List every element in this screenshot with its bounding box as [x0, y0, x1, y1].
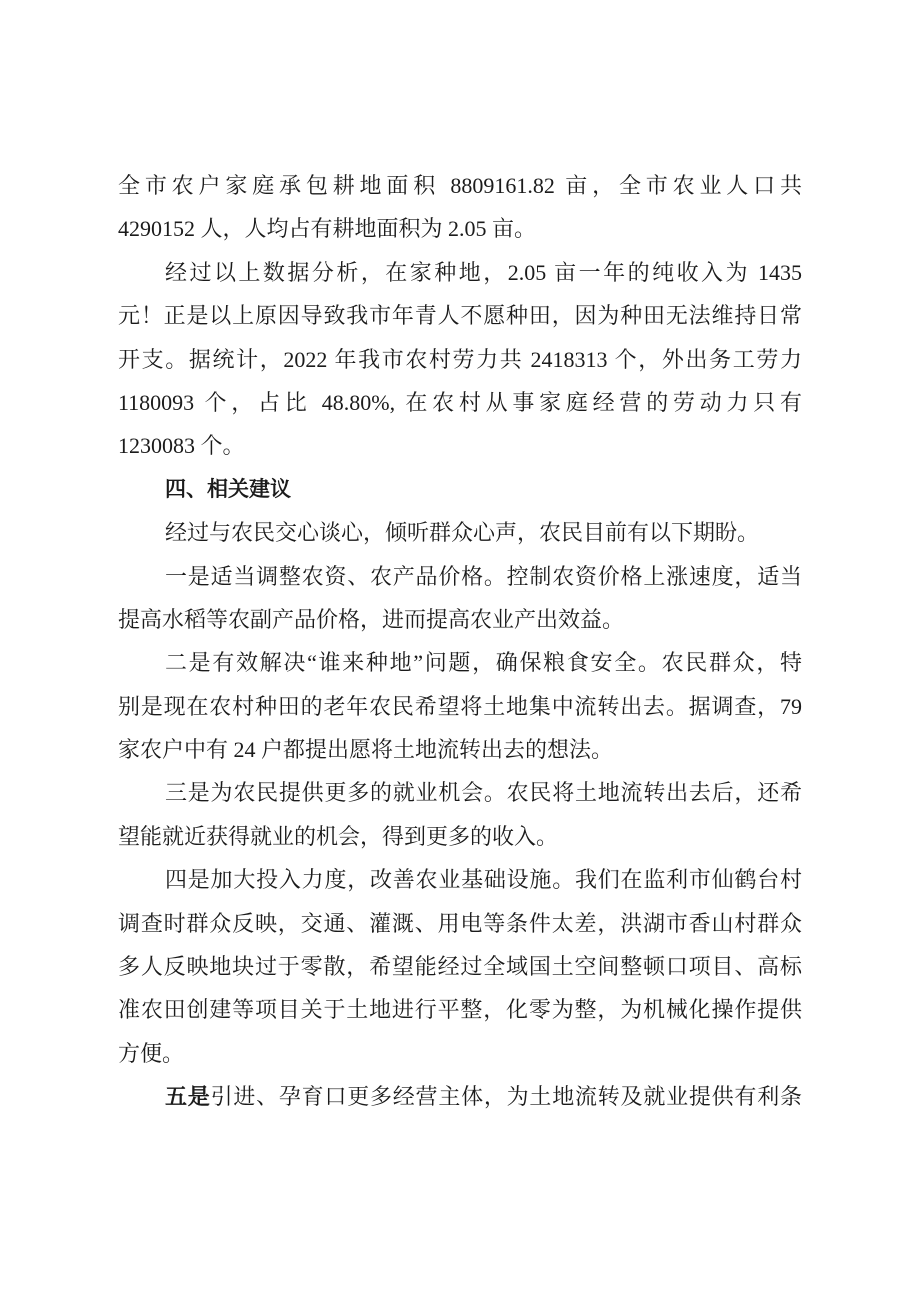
text-line: 全市农户家庭承包耕地面积 8809161.82 亩，全市农业人口共 — [118, 173, 802, 198]
paragraph-suggestion-3 — [118, 771, 802, 858]
text-line: 家农户中有 24 户都提出愿将土地流转出去的想法。 — [118, 737, 614, 763]
text-line: 方便。 — [118, 1040, 185, 1066]
paragraph-suggestion-1 — [118, 555, 802, 642]
section-heading: 四、相关建议 — [165, 476, 291, 501]
text-line: 望能就近获得就业的机会，得到更多的收入。 — [118, 823, 559, 849]
suggestion-text: 引进、孕育口更多经营主体，为土地流转及就业提供有利条 — [210, 1084, 802, 1110]
paragraph-farmland-statistics — [118, 164, 802, 251]
text-line: 1230083 个。 — [118, 433, 245, 459]
text-line: 1180093 个，占比 48.80%, 在农村从事家庭经营的劳动力只有 — [118, 389, 802, 415]
paragraph-suggestion-4 — [118, 858, 802, 1075]
text-line: 提高水稻等农副产品价格，进而提高农业产出效益。 — [118, 606, 625, 632]
text-line: 三是为农民提供更多的就业机会。农民将土地流转出去后，还希 — [165, 780, 802, 806]
text-line: 四是加大投入力度，改善农业基础设施。我们在监利市仙鹤台村 — [165, 867, 802, 893]
text-line: 多人反映地块过于零散，希望能经过全域国土空间整顿口项目、高标 — [118, 954, 802, 980]
text-line: 开支。据统计，2022 年我市农村劳力共 2418313 个，外出务工劳力 — [118, 346, 802, 372]
text-line: 二是有效解决“谁来种地”问题，确保粮食安全。农民群众，特 — [165, 650, 802, 676]
text-line: 准农田创建等项目关于土地进行平整，化零为整，为机械化操作提供 — [118, 997, 802, 1023]
suggestion-lead: 五是 — [165, 1084, 211, 1110]
text-line: 一是适当调整农资、农产品价格。控制农资价格上涨速度，适当 — [165, 563, 802, 589]
text-line — [118, 1075, 802, 1118]
text-line: 经过以上数据分析，在家种地，2.05 亩一年的纯收入为 1435 — [165, 259, 802, 285]
text-line: 元！正是以上原因导致我市年青人不愿种田，因为种田无法维持日常 — [118, 303, 802, 329]
text-line: 别是现在农村种田的老年农民希望将土地集中流转出去。据调查，79 — [118, 693, 802, 719]
document-body — [118, 164, 802, 1119]
paragraph-suggestion-2 — [118, 641, 802, 771]
text-line: 4290152 人，人均占有耕地面积为 2.05 亩。 — [118, 216, 537, 242]
paragraph-suggestion-5 — [118, 1075, 802, 1118]
paragraph-income-analysis — [118, 251, 802, 468]
text-line: 经过与农民交心谈心，倾听群众心声，农民目前有以下期盼。 — [165, 520, 760, 546]
paragraph-section-intro — [118, 511, 802, 554]
text-line: 调查时群众反映，交通、灌溉、用电等条件太差，洪湖市香山村群众 — [118, 910, 802, 936]
